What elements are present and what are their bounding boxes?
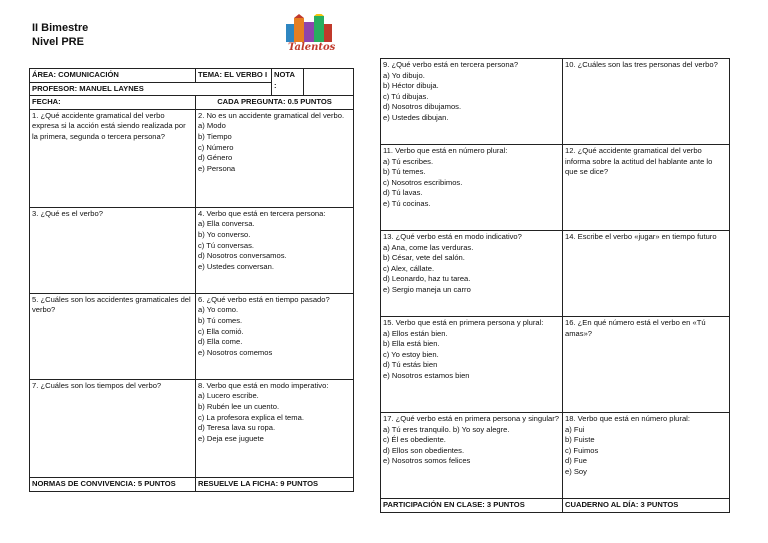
question-15-option: a) Ellos están bien. — [383, 328, 448, 338]
question-13-option: d) Leonardo, haz tu tarea. — [383, 274, 471, 284]
question-4-option: c) Tú conversas. — [198, 240, 254, 250]
question-15-option: b) Ella está bien. — [383, 339, 440, 349]
question-13 — [381, 231, 563, 317]
question-8 — [196, 379, 354, 477]
normas-footer: NORMAS DE CONVIVENCIA: 5 PUNTOS — [30, 477, 196, 491]
question-7: 7. ¿Cuáles son los tiempos del verbo? — [30, 379, 196, 477]
question-18-option: c) Fuimos — [565, 445, 599, 455]
cuaderno-footer: CUADERNO AL DÍA: 3 PUNTOS — [563, 499, 730, 513]
question-9 — [381, 59, 563, 145]
logo-text: Talentos — [288, 42, 336, 53]
profesor-cell: PROFESOR: MANUEL LAYNES — [30, 82, 272, 96]
question-6-option: b) Tú comes. — [198, 315, 243, 325]
question-11-option: a) Tú escribes. — [383, 156, 434, 166]
question-17-option: c) Él es obediente. — [383, 435, 446, 445]
tema-cell: TEMA: EL VERBO I — [196, 69, 272, 83]
question-5: 5. ¿Cuáles son los accidentes gramaticales del verbo? — [30, 293, 196, 379]
talentos-logo — [282, 14, 338, 58]
question-9-option: c) Tú dibujas. — [383, 91, 429, 101]
question-8-text: 8. Verbo que está en modo imperativo: — [198, 380, 329, 390]
question-10: 10. ¿Cuáles son las tres personas del verbo? — [563, 59, 730, 145]
participacion-footer: PARTICIPACIÓN EN CLASE: 3 PUNTOS — [381, 499, 563, 513]
question-15-option: d) Tú estás bien — [383, 360, 438, 370]
question-9-option: b) Héctor dibuja. — [383, 81, 439, 91]
question-6-text: 6. ¿Qué verbo está en tiempo pasado? — [198, 294, 330, 304]
area-cell: ÁREA: COMUNICACIÓN — [30, 69, 196, 83]
question-12: 12. ¿Qué accidente gramatical del verbo informa sobre la actitud del hablante ante lo que se dice? — [563, 145, 730, 231]
question-3: 3. ¿Qué es el verbo? — [30, 207, 196, 293]
question-4 — [196, 207, 354, 293]
question-13-option: e) Sergio maneja un carro — [383, 284, 471, 294]
question-9-option: e) Ustedes dibujan. — [383, 112, 449, 122]
castle-icon — [282, 14, 338, 44]
nota-value-cell — [304, 69, 354, 96]
question-6 — [196, 293, 354, 379]
question-17-option: e) Nosotros somos felices — [383, 456, 471, 466]
question-15-text: 15. Verbo que está en primera persona y plural: — [383, 318, 544, 327]
question-18 — [563, 413, 730, 499]
nota-label: NOTA — [274, 70, 295, 79]
question-2-option: c) Número — [198, 142, 234, 152]
question-2 — [196, 109, 354, 207]
question-2-option: b) Tiempo — [198, 131, 232, 141]
bimestre-label: II Bimestre — [32, 22, 89, 34]
question-11-option: e) Tú cocinas. — [383, 198, 431, 208]
question-11 — [381, 145, 563, 231]
question-8-option: b) Rubén lee un cuento. — [198, 401, 280, 411]
question-8-option: c) La profesora explica el tema. — [198, 412, 304, 422]
question-18-option: b) Fuiste — [565, 435, 595, 445]
question-2-option: e) Persona — [198, 163, 236, 173]
question-2-text: 2. No es un accidente gramatical del verbo. — [198, 110, 345, 120]
nivel-label: Nivel PRE — [32, 36, 84, 48]
question-1: 1. ¿Qué accidente gramatical del verbo expresa si la acción está siendo realizada por la primera, segunda o tercera persona? — [30, 109, 196, 207]
question-14: 14. Escribe el verbo «jugar» en tiempo futuro — [563, 231, 730, 317]
question-4-option: d) Nosotros conversamos. — [198, 251, 287, 261]
question-18-text: 18. Verbo que está en número plural: — [565, 414, 690, 423]
question-17-option: d) Ellos son obedientes. — [383, 445, 465, 455]
question-13-text: 13. ¿Qué verbo está en modo indicativo? — [383, 232, 522, 241]
question-4-option: a) Ella conversa. — [198, 219, 255, 229]
question-11-text: 11. Verbo que está en número plural: — [383, 146, 508, 155]
question-11-option: b) Tú temes. — [383, 167, 426, 177]
question-8-option: a) Lucero escribe. — [198, 391, 259, 401]
question-2-option: d) Género — [198, 153, 233, 163]
question-8-option: e) Deja ese juguete — [198, 433, 264, 443]
fecha-cell: FECHA: — [30, 96, 196, 110]
question-4-option: b) Yo converso. — [198, 229, 251, 239]
left-worksheet — [29, 68, 354, 492]
question-11-option: d) Tú lavas. — [383, 188, 423, 198]
question-2-option: a) Modo — [198, 121, 226, 131]
question-15 — [381, 317, 563, 413]
question-6-option: e) Nosotros comemos — [198, 347, 273, 357]
question-17-option: a) Tú eres tranquilo. b) Yo soy alegre. — [383, 424, 510, 434]
question-15-option: c) Yo estoy bien. — [383, 349, 439, 359]
question-9-option: a) Yo dibujo. — [383, 70, 425, 80]
question-6-option: a) Yo como. — [198, 305, 239, 315]
question-17-text: 17. ¿Qué verbo está en primera persona y singular? — [383, 414, 560, 423]
question-11-option: c) Nosotros escribimos. — [383, 177, 463, 187]
right-worksheet — [380, 58, 730, 513]
question-13-option: b) César, vete del salón. — [383, 253, 465, 263]
question-15-option: e) Nosotros estamos bien — [383, 370, 470, 380]
question-9-option: d) Nosotros dibujamos. — [383, 102, 462, 112]
nota-cell — [272, 69, 304, 96]
resuelve-footer: RESUELVE LA FICHA: 9 PUNTOS — [196, 477, 354, 491]
question-8-option: d) Teresa lava su ropa. — [198, 423, 276, 433]
question-18-option: a) Fui — [565, 424, 585, 434]
question-18-option: d) Fue — [565, 456, 587, 466]
question-18-option: e) Soy — [565, 466, 587, 476]
question-4-text: 4. Verbo que está en tercera persona: — [198, 208, 326, 218]
question-6-option: c) Ella comió. — [198, 326, 244, 336]
question-9-text: 9. ¿Qué verbo está en tercera persona? — [383, 60, 519, 69]
question-13-option: c) Alex, cállate. — [383, 263, 435, 273]
question-17 — [381, 413, 563, 499]
nota-colon: : — [274, 80, 277, 90]
cada-pregunta-cell: CADA PREGUNTA: 0.5 PUNTOS — [196, 96, 354, 110]
question-6-option: d) Ella come. — [198, 337, 243, 347]
question-16: 16. ¿En qué número está el verbo en «Tú amas»? — [563, 317, 730, 413]
question-4-option: e) Ustedes conversan. — [198, 261, 274, 271]
question-13-option: a) Ana, come las verduras. — [383, 242, 474, 252]
